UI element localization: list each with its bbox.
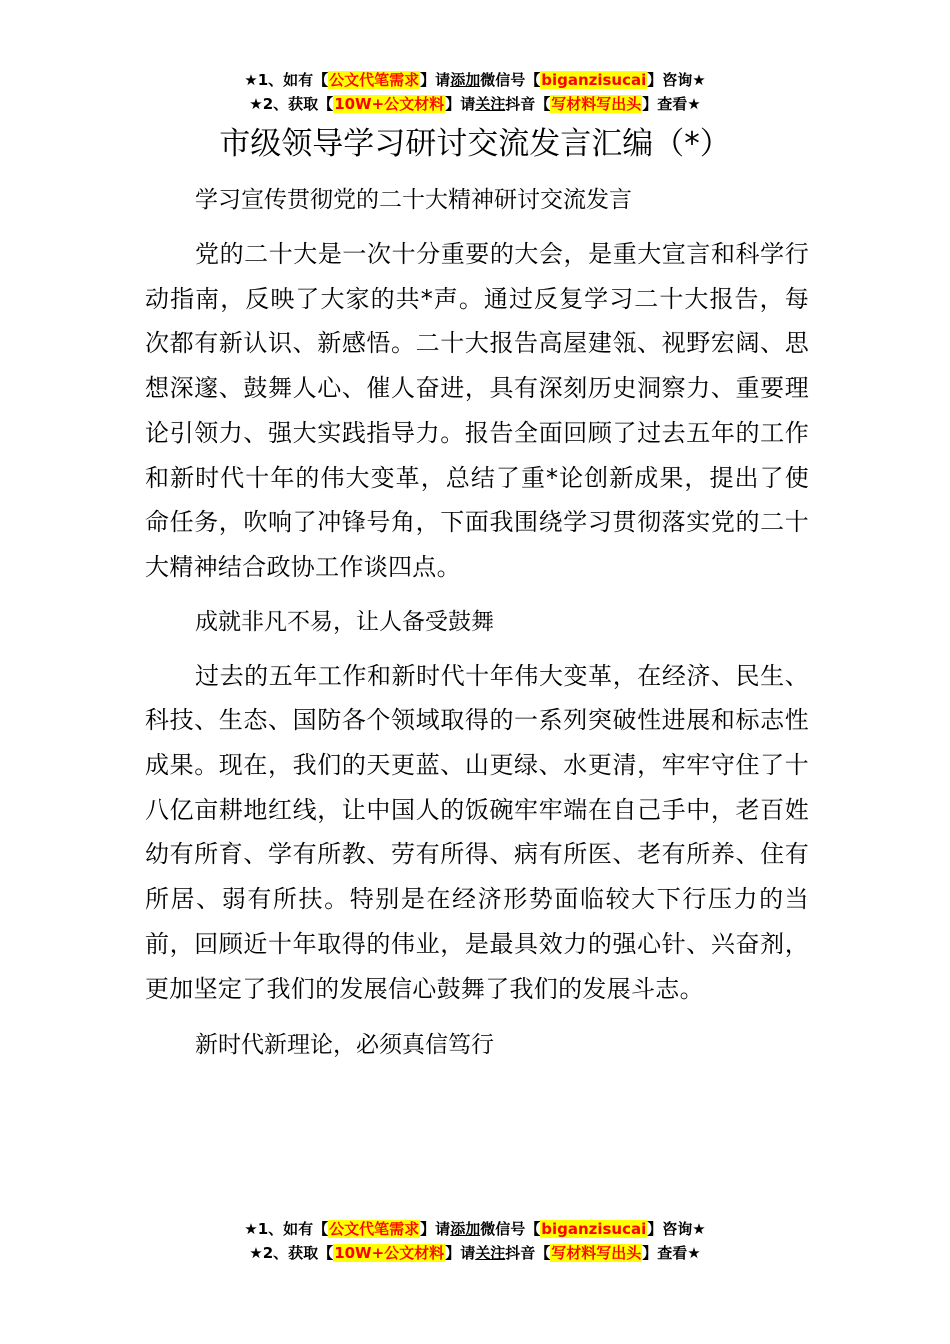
promo-text: 抖音【 (505, 1244, 551, 1262)
promo-text: 】请 (445, 1244, 476, 1262)
promo-highlight: 公文代笔需求 (329, 1220, 420, 1238)
promo-text: ★2、获取【 (249, 1244, 334, 1262)
promo-text: 】咨询★ (647, 1220, 706, 1238)
promo-text: 】查看★ (642, 1244, 701, 1262)
promo-underlined-text: 添加 (450, 1220, 481, 1238)
promo-highlight: 写材料写出头 (551, 95, 642, 113)
promo-underlined-text: 关注 (475, 1244, 506, 1262)
promo-highlight: 公文代笔需求 (329, 71, 420, 89)
promo-highlight: 写材料写出头 (551, 1244, 642, 1262)
promo-line-1 (0, 68, 950, 92)
promo-underlined-text: 关注 (475, 95, 506, 113)
promo-highlight: biganzisucai (541, 71, 647, 89)
promo-highlight: 10W+公文材料 (334, 1244, 445, 1262)
promo-text: 】请 (420, 71, 451, 89)
promo-highlight: 10W+公文材料 (334, 95, 445, 113)
promo-underlined-text: 添加 (450, 71, 481, 89)
promo-text: 抖音【 (505, 95, 551, 113)
document-title: 市级领导学习研讨交流发言汇编（*） (219, 126, 731, 162)
promo-text: 微信号【 (480, 1220, 541, 1238)
promo-text: 微信号【 (480, 71, 541, 89)
promo-text: ★1、如有【 (244, 1220, 329, 1238)
document-body (145, 178, 809, 1077)
paragraph-achievements: 过去的五年工作和新时代十年伟大变革，在经济、民生、科技、生态、国防各个领域取得的一系列突破性进展和标志性成果。现在，我们的天更蓝、山更绿、水更清，牢牢守住了十八亿亩耕地红线，让中国人的饭碗牢牢端在自己手中，老百姓幼有所育、学有所教、劳有所得、病有所医、老有所养、住有所居、弱有所扶。特别是在经济形势面临较大下行压力的当前，回顾近十年取得的伟业，是最具效力的强心针、兴奋剂，更加坚定了我们的发展信心鼓舞了我们的发展斗志。 (145, 661, 809, 1003)
promo-text: ★1、如有【 (244, 71, 329, 89)
section-heading-2: 新时代新理论，必须真信笃行 (195, 1032, 494, 1059)
promo-banner-top (0, 68, 950, 116)
promo-line-2 (0, 1241, 950, 1265)
promo-text: 】请 (420, 1220, 451, 1238)
document-subtitle: 学习宣传贯彻党的二十大精神研讨交流发言 (195, 187, 632, 213)
promo-banner-bottom (0, 1217, 950, 1265)
promo-highlight: biganzisucai (541, 1220, 647, 1238)
paragraph-intro: 党的二十大是一次十分重要的大会，是重大宣言和科学行动指南，反映了大家的共*声。通过反复学习二十大报告，每次都有新认识、新感悟。二十大报告高屋建瓴、视野宏阔、思想深邃、鼓舞人心、催人奋进，具有深刻历史洞察力、重要理论引领力、强大实践指导力。报告全面回顾了过去五年的工作和新时代十年的伟大变革，总结了重*论创新成果，提出了使命任务，吹响了冲锋号角，下面我围绕学习贯彻落实党的二十大精神结合政协工作谈四点。 (145, 240, 809, 581)
promo-text: 】查看★ (642, 95, 701, 113)
section-heading-1: 成就非凡不易，让人备受鼓舞 (195, 608, 494, 635)
promo-line-1 (0, 1217, 950, 1241)
promo-line-2 (0, 92, 950, 116)
promo-text: ★2、获取【 (249, 95, 334, 113)
promo-text: 】请 (445, 95, 476, 113)
promo-text: 】咨询★ (647, 71, 706, 89)
